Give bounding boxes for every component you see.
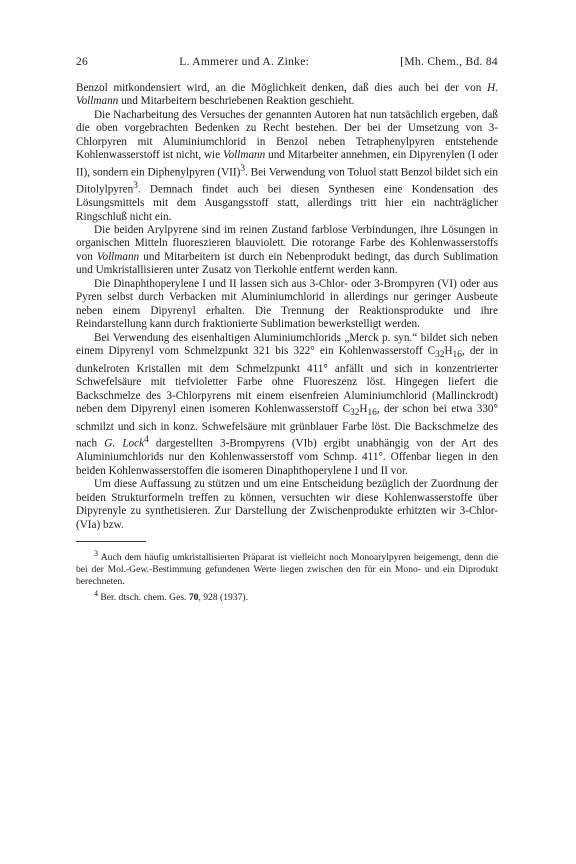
subscript: 32 xyxy=(350,408,360,419)
footnote-marker: 4 xyxy=(94,588,98,598)
footnote-marker: 3 xyxy=(94,549,98,559)
page xyxy=(76,56,498,604)
paragraph: Benzol mitkondensiert wird, an die Möglichkeit denken, daß dies auch bei der von H. Vollmann und Mitarbeitern beschriebenen Reaktion geschieht. xyxy=(76,82,498,108)
journal-reference: [Mh. Chem., Bd. 84 xyxy=(400,56,498,68)
running-title: L. Ammerer und A. Zinke: xyxy=(179,56,310,68)
footnote: $^4$ Ber. dtsch. chem. Ges. 70, 928 (1937). xyxy=(94,588,249,603)
paragraph: Um diese Auffassung zu stützen und um eine Entscheidung bezüglich der Zuordnung der beiden Strukturformeln treffen zu können, versuchten wir diese Kohlenwasserstoffe über Dipyrenyle zu synthetisieren. Zur Darstellung der Zwischenprodukte erhitzten wir 3-Chlor- (VIa) bzw. xyxy=(76,478,498,531)
paragraph: Die Dinaphthoperylene I und II lassen sich aus 3-Chlor- oder 3-Brompyren (VI) oder aus Pyren selbst durch Verbacken mit Aluminiumchlorid in allerdings nur geringer Ausbeute neben einem Dipyrenyl erhalten. Die Trennung der Reaktionsprodukte und ihre Reindarstellung kann durch fraktionierte Sublimation bewerkstelligt werden. xyxy=(76,277,498,331)
footnote-marker: 4 xyxy=(144,435,149,446)
subscript: 16 xyxy=(452,350,462,361)
paragraph: Die Nacharbeitung des Versuches der genannten Autoren hat nun tatsächlich ergeben, daß die oben vorgebrachten Bedenken zu Recht bestehen. Der bei der Umsetzung von 3-Chlorpyren mit Aluminiumchlorid in Benzol neben Tetraphenylpyren entstehende Kohlenwasserstoff ist nicht, wie Vollmann und Mitarbeiter annehmen, ein Dipyrenylen (I oder II), sondern ein Diphenylpyren (VII)$^3$. Bei Verwendung von Toluol statt Benzol bildet sich ein Ditolylpyren$^3$. Demnach findet auch bei diesen Synthesen eine Kondensation des Lösungsmittels mit dem Ausgangsstoff statt, allerdings tritt hier ein nachträglicher Ringschluß nicht ein. xyxy=(76,108,498,223)
author-name: H. Vollmann xyxy=(76,82,498,108)
footnote-divider xyxy=(76,541,146,542)
subscript: 16 xyxy=(367,408,377,419)
footnotes xyxy=(76,548,498,604)
author-name: G. Lock xyxy=(104,438,145,450)
volume-number: 70 xyxy=(188,591,199,603)
paragraph: Bei Verwendung des eisenhaltigen Aluminiumchlorids „Merck p. syn.“ bildet sich neben einem Dipyrenyl vom Schmelzpunkt 321 bis 322° ein Kohlenwasserstoff $C_{32}H_{16}$, der in dunkelroten Kristallen mit dem Schmelzpunkt 411° anfällt und sich in konzentrierter Schwefelsäure mit tiefvioletter Farbe ohne Fluoreszenz löst. Hingegen liefert die Backschmelze des 3-Chlorpyrens mit einem eisenfreien Aluminiumchlorid (Mallinckrodt) neben dem Dipyrenyl einen isomeren Kohlenwasserstoff $C_{32}H_{16}$, der schon bei etwa 330° schmilzt und sich in konz. Schwefelsäure mit grünblauer Farbe löst. Die Backschmelze des nach G. Lock$^4$ dargestellten 3-Brompyrens (VIb) ergibt unabhängig von der Art des Aluminiumchlorids nur den Kohlenwasserstoff vom Schmp. 411°. Offenbar liegen in den beiden Kohlenwasserstoffen die isomeren Dinaphthoperylene I und II vor. xyxy=(76,331,499,477)
author-name: Vollmann xyxy=(222,149,266,162)
subscript: 32 xyxy=(435,350,445,361)
author-name: Vollmann xyxy=(96,250,140,263)
footnote: $^3$ Auch dem häufig umkristallisierten Präparat ist vielleicht noch Monoarylpyren beigemengt, denn die bei der Mol.-Gew.-Bestimmung gefundenen Werte liegen zwischen den für ein Mono- und ein Diprodukt berechneten. xyxy=(76,549,498,587)
body-text xyxy=(76,82,498,532)
running-header xyxy=(76,56,498,68)
footnote-marker: 3 xyxy=(240,163,246,174)
footnote-marker: 3 xyxy=(133,180,138,191)
paragraph: Die beiden Arylpyrene sind im reinen Zustand farblose Verbindungen, ihre Lösungen in organischen Mitteln fluoreszieren blauviolett. Die rotorange Farbe des Kohlenwasserstoffs von Vollmann und Mitarbeitern ist durch ein Nebenprodukt bedingt, das durch Sublimation und Umkristallisieren unter Zusatz von Tierkohle entfernt werden kann. xyxy=(76,224,498,277)
page-number: 26 xyxy=(76,56,89,68)
